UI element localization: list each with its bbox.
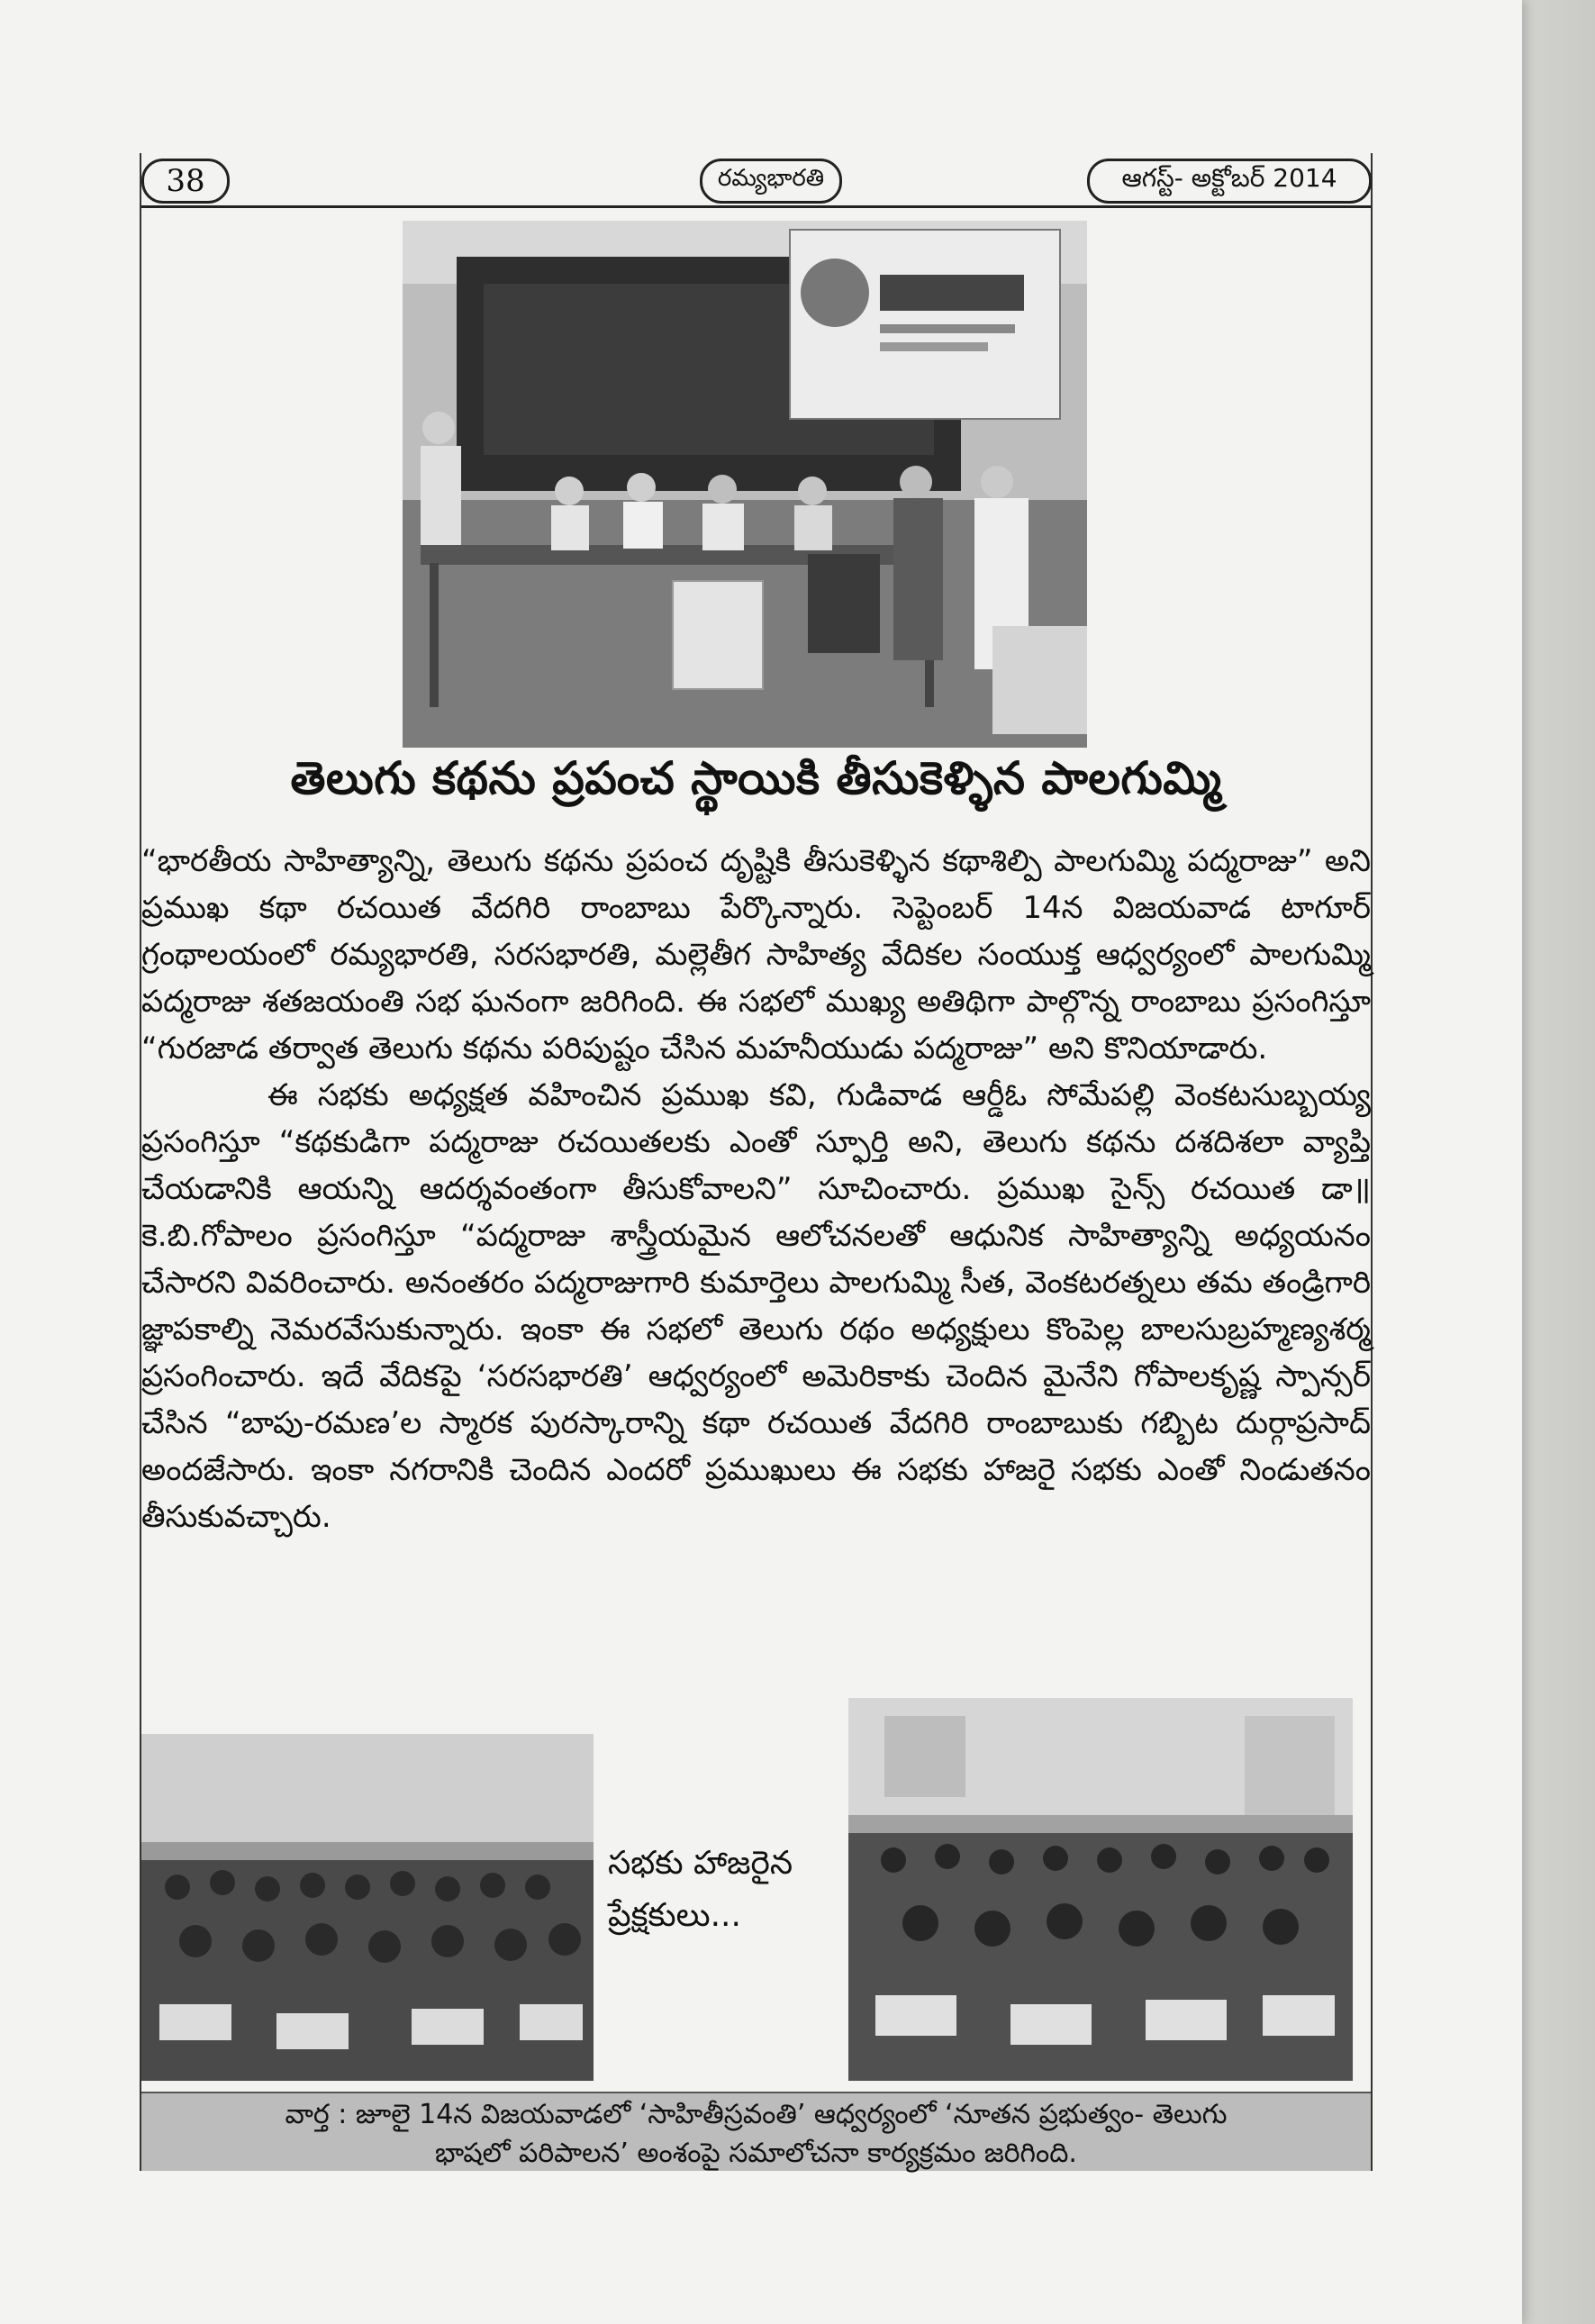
article-paragraph-2: ఈ సభకు అధ్యక్షత వహించిన ప్రముఖ కవి, గుడివాడ ఆర్డీఓ సోమేపల్లి వెంకటసుబ్బయ్య ప్రసంగిస్తూ “కథకుడిగా పద్మరాజు రచయితలకు ఎంతో స్ఫూర్తి అని, తెలుగు కథను దశదిశలా వ్యాప్తి చేయడానికి ఆయన్ని ఆదర్శవంతంగా తీసుకోవాలని” సూచించారు. ప్రముఖ సైన్స్ రచయిత డా॥ కె.బి.గోపాలం ప్రసంగిస్తూ “పద్మరాజు శాస్త్రీయమైన ఆలోచనలతో ఆధునిక సాహిత్యాన్ని అధ్యయనం చేసారని వివరించారు. అనంతరం పద్మరాజుగారి కుమార్తెలు పాలగుమ్మి సీత, వెంకటరత్నలు తమ తండ్రిగారి జ్ఞాపకాల్ని నెమరవేసుకున్నారు. ఇంకా ఈ సభలో తెలుగు రథం అధ్యక్షులు కొంపెల్ల బాలసుబ్రహ్మణ్యశర్మ ప్రసంగించారు. ఇదే వేదికపై ‘సరసభారతి’ ఆధ్వర్యంలో అమెరికాకు చెందిన మైనేని గోపాలకృష్ణ స్పాన్సర్ చేసిన “బాపు-రమణ’ల స్మారక పురస్కారాన్ని కథా రచయిత వేదగిరి రాంబాబుకు గబ్బిట దుర్గాప్రసాద్ అందజేసారు. ఇంకా నగరానికి చెందిన ఎందరో ప్రముఖులు ఈ సభకు హాజరై సభకు ఎంతో నిండుతనం తీసుకువచ్చారు. [141, 1077, 1371, 1535]
article-paragraph-1: “భారతీయ సాహిత్యాన్ని, తెలుగు కథను ప్రపంచ దృష్టికి తీసుకెళ్ళిన కథాశిల్పి పాలగుమ్మి పద్మరాజు” అని ప్రముఖ కథా రచయిత వేదగిరి రాంబాబు పేర్కొన్నారు. సెప్టెంబర్ 14న విజయవాడ టాగూర్ గ్రంథాలయంలో రమ్యభారతి, సరసభారతి, మల్లెతీగ సాహిత్య వేదికల సంయుక్త ఆధ్వర్యంలో పాలగుమ్మి పద్మరాజు శతజయంతి సభ ఘనంగా జరిగింది. ఈ సభలో ముఖ్య అతిథిగా పాల్గొన్న రాంబాబు ప్రసంగిస్తూ “గురజాడ తర్వాత తెలుగు కథను పరిపుష్టం చేసిన మహనీయుడు పద్మరాజు” అని కొనియాడారు. [141, 843, 1371, 1067]
magazine-title: రమ్యభారతి [700, 159, 842, 204]
article-headline: తెలుగు కథను ప్రపంచ స్థాయికి తీసుకెళ్ళిన పాలగుమ్మి [290, 752, 1222, 804]
photo-caption-line-1: సభకు హాజరైన [608, 1845, 793, 1882]
page-header [141, 153, 1371, 208]
news-line-2: భాషలో పరిపాలన’ అంశంపై సమాలోచనా కార్యక్రమం జరిగింది. [435, 2138, 1077, 2169]
audience-left-illustration [141, 1734, 594, 2081]
news-line-1: వార్త : జూలై 14న విజయవాడలో ‘సాహితీస్రవంతి’ ఆధ్వర్యంలో ‘నూతన ప్రభుత్వం- తెలుగు [285, 2099, 1228, 2130]
audience-photo-right [848, 1698, 1353, 2081]
stage-photo-illustration [403, 221, 1087, 748]
photo-caption [608, 1838, 842, 1942]
page-content [140, 153, 1373, 2171]
page-number: 38 [141, 159, 230, 204]
article-body [141, 838, 1371, 1540]
news-box [141, 2092, 1371, 2171]
photo-caption-line-2: ప్రేక్షకులు... [608, 1897, 741, 1934]
event-stage-photo [403, 221, 1087, 748]
issue-date: ఆగస్ట్- అక్టోబర్ 2014 [1087, 159, 1372, 204]
audience-photo-left [141, 1734, 594, 2081]
audience-right-illustration [848, 1698, 1353, 2081]
